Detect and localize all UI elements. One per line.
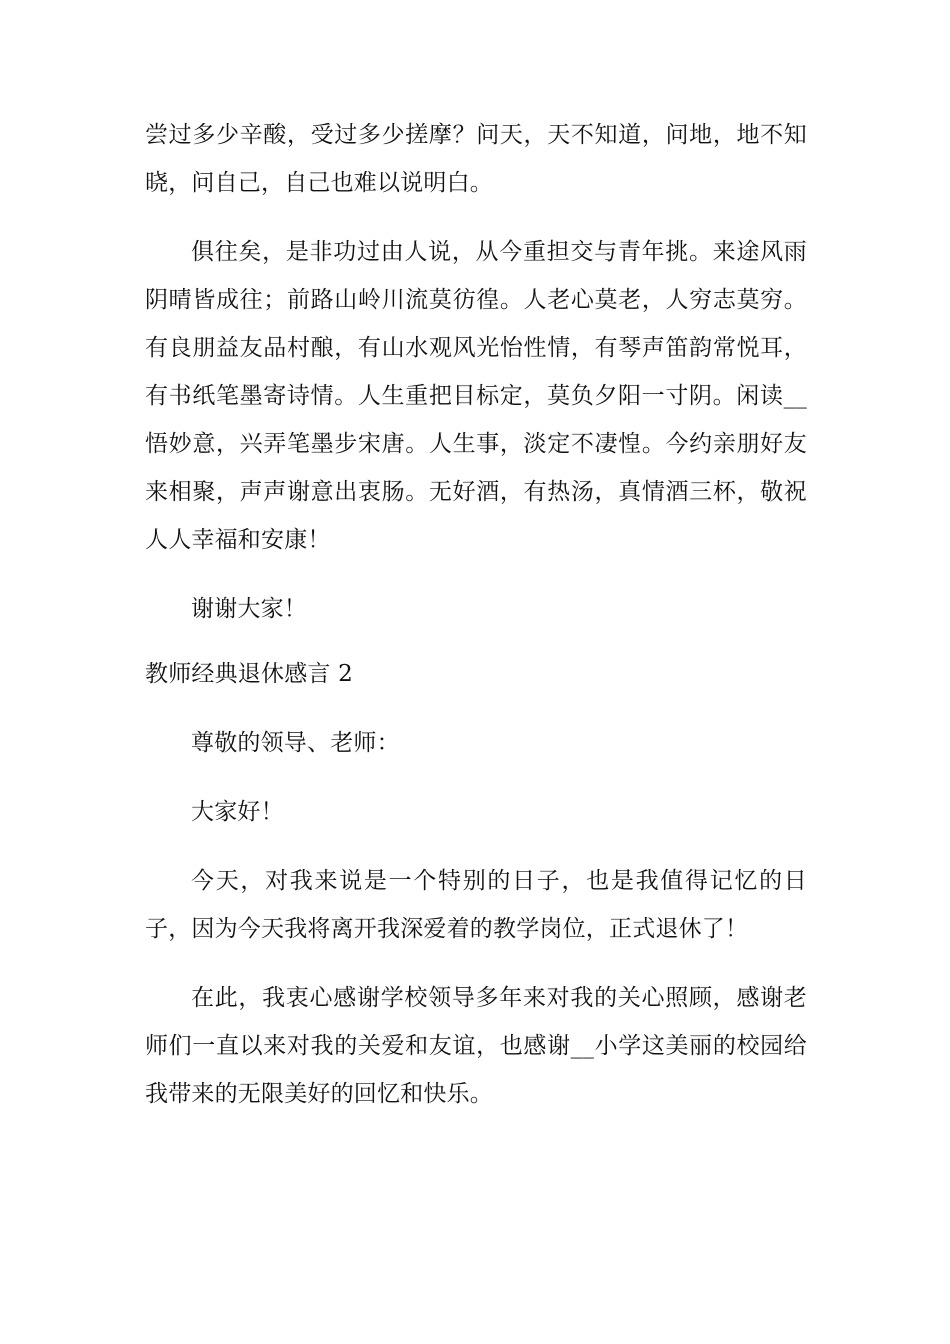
paragraph-gratitude: 在此，我衷心感谢学校领导多年来对我的关心照顾，感谢老师们一直以来对我的关爱和友谊，也感谢__小学这美丽的校园给我带来的无限美好的回忆和快乐。 (145, 985, 807, 1107)
paragraph-continuation: 尝过多少辛酸，受过多少搓摩？问天，天不知道，问地，地不知晓，问自己，自己也难以说明白。 (145, 122, 807, 196)
paragraph-greeting: 大家好！ (191, 799, 284, 825)
paragraph-farewell: 俱往矣，是非功过由人说，从今重担交与青年挑。来途风雨阴晴皆成往；前路山岭川流莫彷徨。人老心莫老，人穷志莫穷。有良朋益友品村酿，有山水观风光怡性情，有琴声笛韵常悦耳，有书纸笔墨寄诗情。人生重把目标定，莫负夕阳一寸阴。闲读__悟妙意，兴弄笔墨步宋唐。人生事，淡定不凄惶。今约亲朋好友来相聚，声声谢意出衷肠。无好酒，有热汤，真情酒三杯，敬祝人人幸福和安康！ (145, 239, 807, 553)
paragraph-thanks: 谢谢大家！ (191, 596, 307, 622)
section-heading: 教师经典退休感言 2 (145, 661, 353, 687)
paragraph-salutation: 尊敬的领导、老师： (191, 730, 400, 756)
document-page (145, 111, 807, 1118)
paragraph-retirement-day: 今天，对我来说是一个特别的日子，也是我值得记忆的日子，因为今天我将离开我深爱着的教学岗位，正式退休了！ (145, 868, 807, 942)
